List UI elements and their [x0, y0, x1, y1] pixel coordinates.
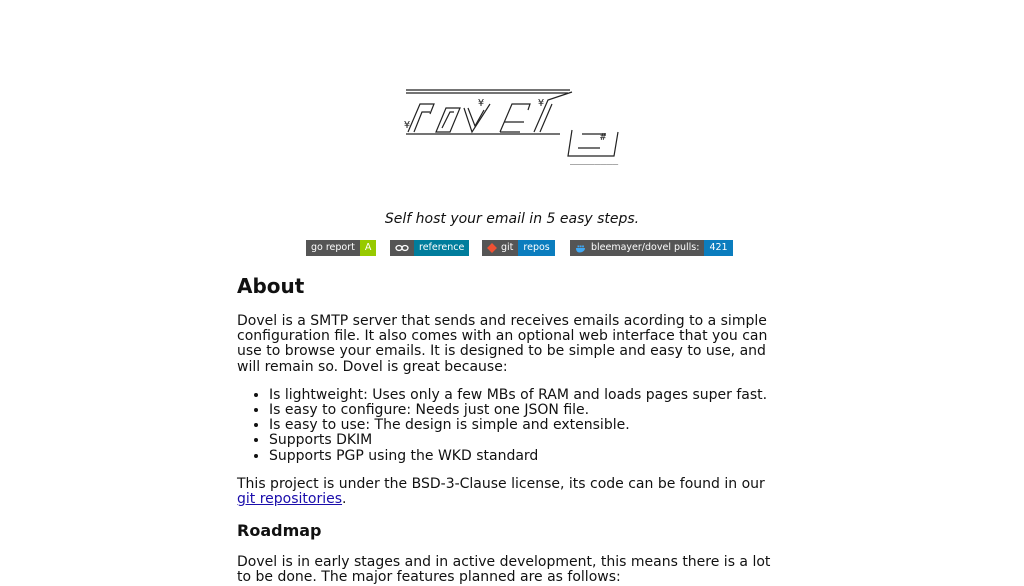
svg-text:#: # — [600, 132, 607, 143]
dovel-ascii-logo — [400, 82, 630, 166]
svg-text:¥: ¥ — [404, 120, 411, 131]
git-repos-badge-value: repos — [518, 240, 554, 256]
svg-text:¥: ¥ — [538, 98, 545, 109]
list-item: • Is lightweight: Uses only a few MBs of RAM and loads pages super fast. — [269, 388, 782, 403]
go-reference-badge-label: reference — [414, 240, 469, 256]
svg-text:¥: ¥ — [478, 98, 485, 109]
go-logo-icon — [395, 244, 409, 252]
license-paragraph — [237, 477, 782, 507]
list-item: • Is easy to configure: Needs just one JSON file. — [269, 403, 782, 418]
list-item: • Supports PGP using the WKD standard — [269, 449, 782, 464]
list-item: • Supports DKIM — [269, 433, 782, 448]
about-heading: About — [237, 274, 305, 298]
git-logo-icon — [487, 243, 497, 253]
license-suffix: . — [342, 491, 347, 508]
go-report-badge-value: A — [360, 240, 377, 256]
go-report-badge[interactable] — [306, 240, 376, 256]
docker-pulls-badge[interactable] — [570, 240, 733, 256]
go-report-badge-label: go report — [311, 242, 355, 253]
git-repos-badge-label: git — [501, 242, 514, 253]
list-item: • Is easy to use: The design is simple and extensible. — [269, 418, 782, 433]
readme-content — [237, 272, 782, 586]
license-text: This project is under the BSD-3-Clause license, its code can be found in our — [237, 475, 765, 492]
docker-pulls-badge-value: 421 — [704, 240, 732, 256]
roadmap-intro: Dovel is in early stages and in active development, this means there is a lot to be done. The major features planned are as follows: — [237, 554, 771, 586]
tagline: Self host your email in 5 easy steps. — [384, 211, 640, 227]
dove-logo-icon — [400, 82, 630, 166]
go-reference-badge[interactable] — [390, 240, 469, 256]
feature-list — [237, 388, 782, 464]
badge-row — [0, 240, 1024, 256]
git-repos-badge[interactable] — [482, 240, 555, 256]
docker-whale-icon — [575, 244, 587, 253]
about-intro: Dovel is a SMTP server that sends and receives emails acording to a simple configuration file. It also comes with an optional web interface that you can use to browse your emails. It is designed to be simple and easy to use, and will remain so. Dovel is great because: — [237, 313, 768, 375]
roadmap-heading: Roadmap — [237, 521, 322, 541]
git-repositories-link[interactable]: git repositories — [237, 491, 343, 508]
docker-pulls-badge-label: bleemayer/dovel pulls: — [591, 242, 700, 253]
svg-text:________: ________ — [570, 154, 619, 165]
